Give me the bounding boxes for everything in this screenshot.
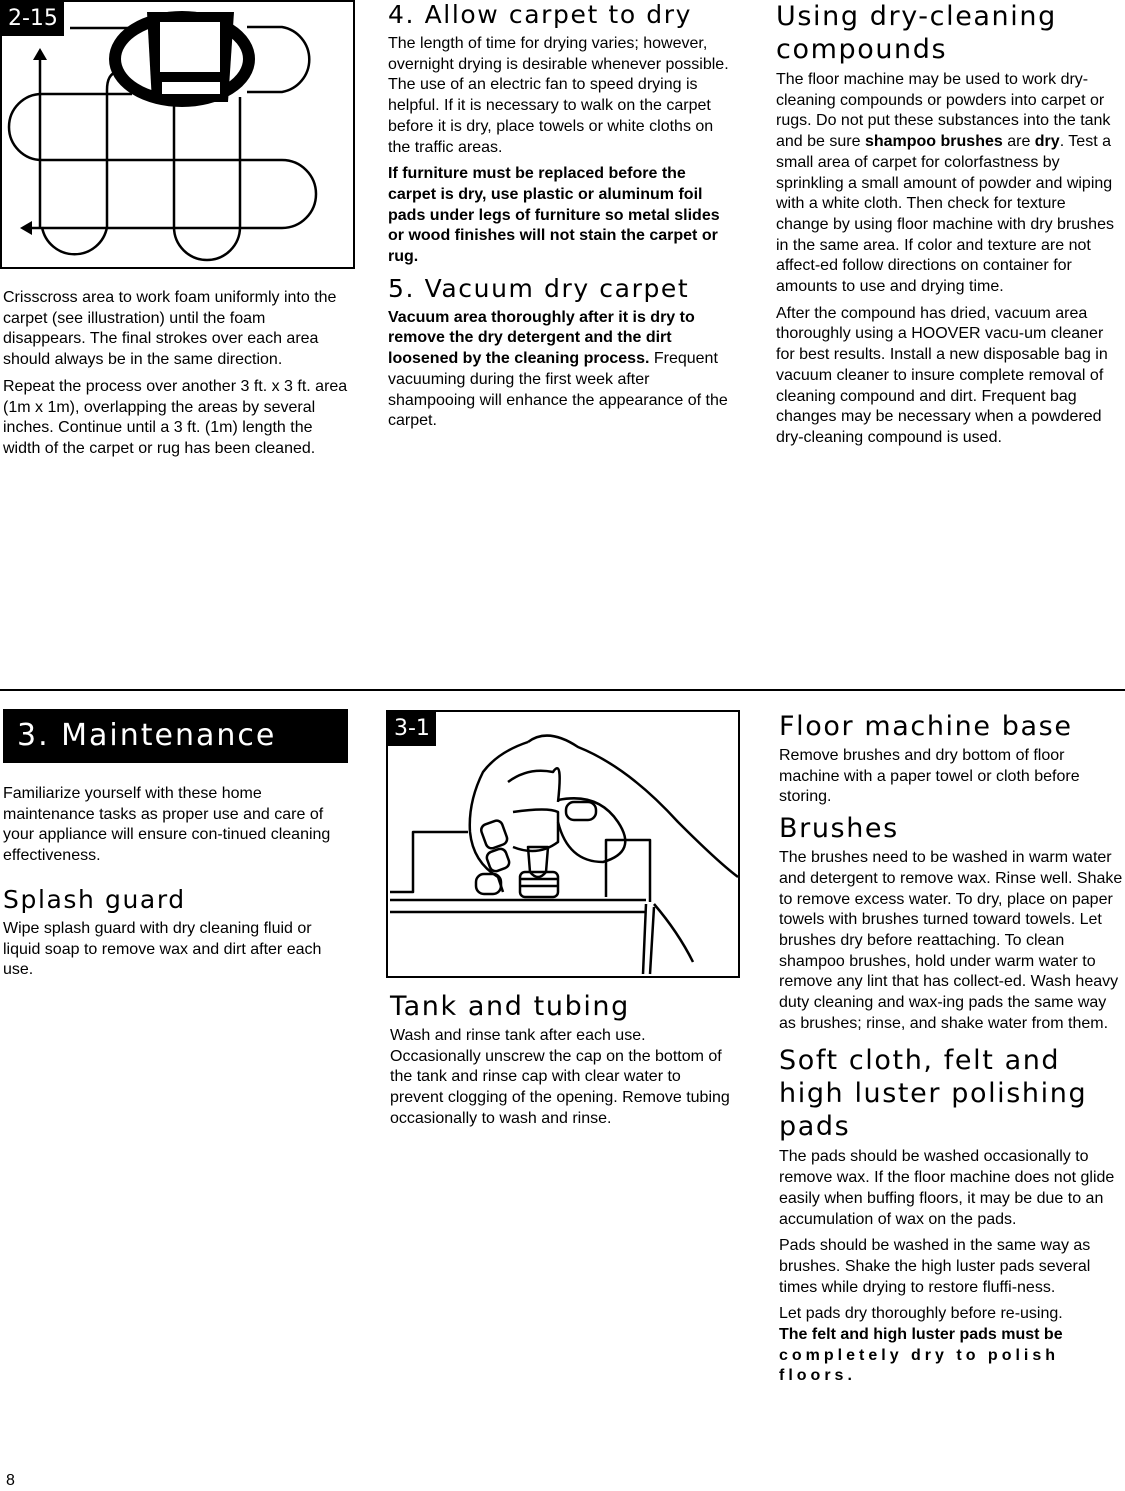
heading-dry-cleaning-compounds: Using dry-cleaning compounds xyxy=(776,1,1057,65)
vacuum-paragraph xyxy=(388,308,733,432)
heading-floor-machine-base: Floor machine base xyxy=(779,711,1073,742)
section-title-maintenance: 3. Maintenance xyxy=(3,709,348,763)
bottom-column-3 xyxy=(779,712,1125,1393)
bottom-column-2 xyxy=(390,992,735,1136)
heading-allow-carpet-to-dry: 4. Allow carpet to dry xyxy=(388,0,693,29)
top-column-3 xyxy=(776,0,1121,455)
page-number: 8 xyxy=(6,1472,15,1489)
section-divider xyxy=(0,689,1125,691)
figure-label: 2-15 xyxy=(2,2,64,36)
top-column-2 xyxy=(388,0,733,438)
figure-label: 3-1 xyxy=(388,712,436,746)
text: . Test a small area of carpet for colorfastness by sprinkling a small amount of powder and wiping with a white cloth. Then check for texture change by using floor machine with dry brushes in the same area. If color and texture are not affect-ed follow directions on container for amounts to use and drying time. xyxy=(776,133,1114,296)
pads-paragraph-1: The pads should be washed occasionally to remove wax. If the floor machine does not glide easily when buffing floors, it may be due to an accumulation of wax on the pads. xyxy=(779,1148,1115,1228)
compounds-paragraph xyxy=(776,70,1121,298)
splash-guard-paragraph: Wipe splash guard with dry cleaning fluid or liquid soap to remove wax and dirt after each use. xyxy=(3,919,322,979)
pads-paragraph-2: Pads should be washed in the same way as brushes. Shake the high luster pads several times while drying to restore fluffi-ness. xyxy=(779,1237,1091,1296)
furniture-warning: If furniture must be replaced before the carpet is dry, use plastic or aluminum foil pads under legs of furniture so metal slides or wood finishes will not stain the carpet or rug. xyxy=(388,165,720,266)
bold-text: The felt and high luster pads must be xyxy=(779,1326,1063,1344)
bold-text: completely dry to polish floors. xyxy=(779,1346,1060,1385)
top-column-1 xyxy=(3,288,348,466)
heading-splash-guard: Splash guard xyxy=(3,884,186,914)
heading-tank-and-tubing: Tank and tubing xyxy=(390,991,630,1022)
bold-text: shampoo brushes xyxy=(864,133,1003,151)
text: are xyxy=(1002,133,1035,151)
bold-text: dry xyxy=(1034,133,1060,151)
text: Let pads dry thoroughly before re-using. xyxy=(779,1305,1063,1323)
tank-paragraph: Wash and rinse tank after each use. Occasionally unscrew the cap on the bottom of the tank and rinse cap with clear water to prevent clogging of the opening. Remove tubing occasionally to wash and rinse. xyxy=(390,1027,730,1127)
hand-unscrewing-cap-illustration xyxy=(388,712,738,976)
heading-polishing-pads: Soft cloth, felt and high luster polishing pads xyxy=(779,1045,1088,1143)
vacuum-text: Frequent vacuuming during the first week after shampooing will enhance the appearance of the carpet. xyxy=(388,350,728,430)
crisscross-diagram xyxy=(2,2,353,267)
figure-3-1-tank-cap xyxy=(386,710,740,978)
text: The floor machine may be used to work dry-cleaning compounds or powders into carpet or rugs. Do not put these substances into the tank and be sure xyxy=(776,71,1111,151)
vacuum-bold-text: Vacuum area thoroughly after it is dry to remove the dry detergent and the dirt loosened by the cleaning process. xyxy=(388,308,695,368)
after-compound-paragraph: After the compound has dried, vacuum area thoroughly using a HOOVER vacu-um cleaner for best results. Install a new disposable bag in vacuum cleaner to insure complete removal of cleaning compound and dirt. Frequent bag changes may be necessary when a powdered dry-cleaning compound is used. xyxy=(776,304,1108,446)
drying-paragraph: The length of time for drying varies; however, overnight drying is desirable whenever possible. The use of an electric fan to speed drying is helpful. If it is necessary to walk on the carpet before it is dry, place towels or white cloths on the traffic areas. xyxy=(388,35,729,156)
maintenance-intro: Familiarize yourself with these home maintenance tasks as proper use and care of your appliance will ensure con-tinued cleaning effectiveness. xyxy=(3,785,331,865)
base-paragraph: Remove brushes and dry bottom of floor machine with a paper towel or cloth before storing. xyxy=(779,747,1080,806)
bottom-column-1 xyxy=(3,784,348,987)
heading-brushes: Brushes xyxy=(779,813,899,845)
crisscross-instructions: Crisscross area to work foam uniformly into the carpet (see illustration) until the foam disappears. The final strokes over each area should always be in the same direction. xyxy=(3,289,337,369)
figure-2-15-crisscross-pattern xyxy=(0,0,355,269)
repeat-process-instructions: Repeat the process over another 3 ft. x 3 ft. area (1m x 1m), overlapping the areas by several inches. Continue until a 3 ft. (1m) length the width of the carpet or rug has been cleaned. xyxy=(3,377,348,457)
pads-paragraph-3 xyxy=(779,1304,1125,1387)
brushes-paragraph: The brushes need to be washed in warm water and detergent to remove wax. Rinse well. Shake to remove excess water. To dry, place on paper towels with brushes turned toward towels. Let brushes dry before reattaching. To clean shampoo brushes, hold under warm water to remove any lint that has collect-ed. Wash heavy duty cleaning and wax-ing pads the same way as brushes; rinse, and shake water from them. xyxy=(779,849,1123,1032)
heading-vacuum-dry-carpet: 5. Vacuum dry carpet xyxy=(388,273,690,303)
